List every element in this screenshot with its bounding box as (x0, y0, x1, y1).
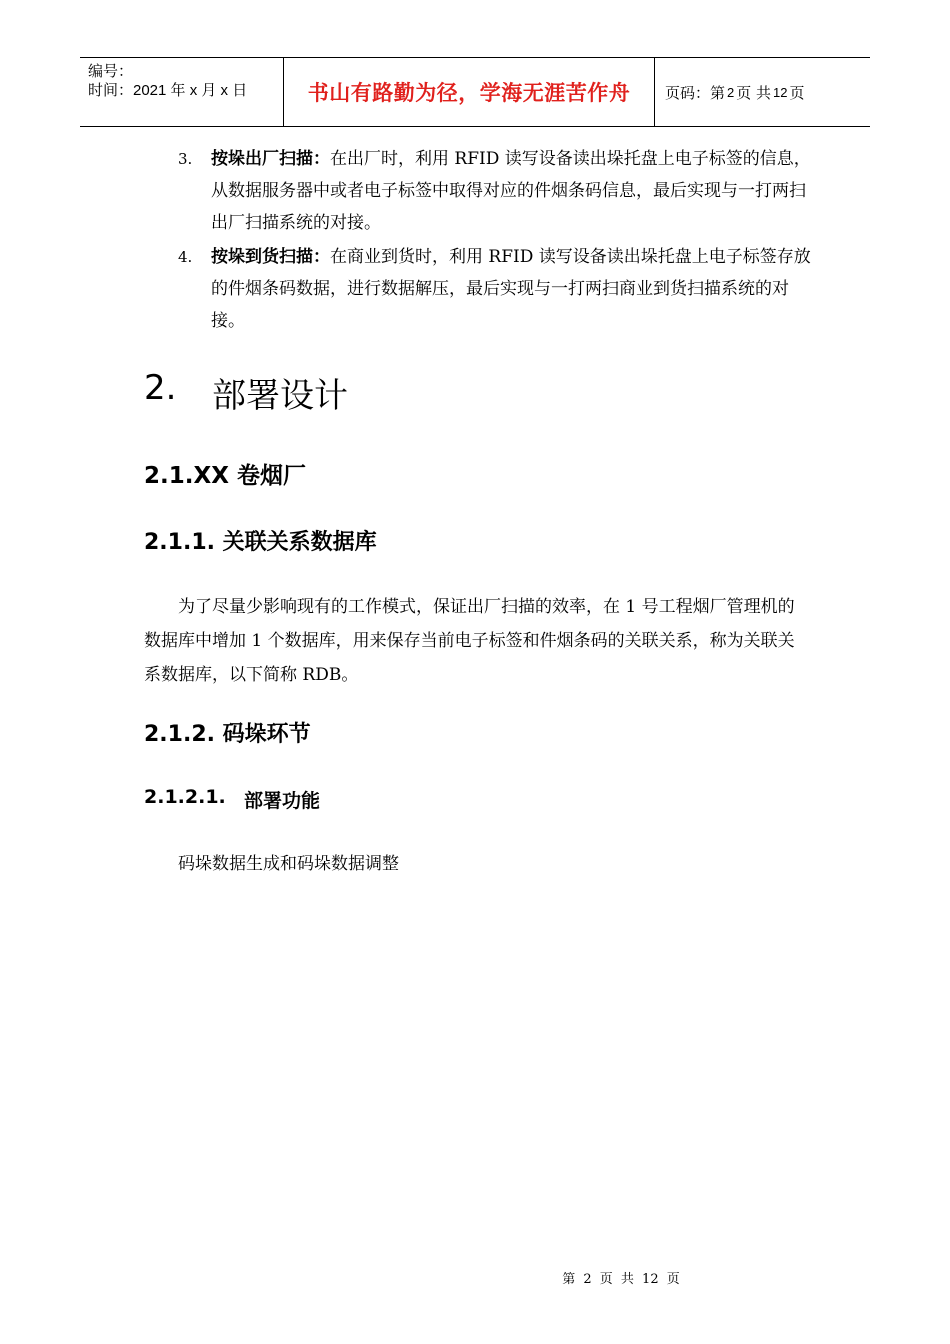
body-paragraph: 为了尽量少影响现有的工作模式，保证出厂扫描的效率，在 1 号工程烟厂管理机的数据库中增加 1 个数据库，用来保存当前电子标签和件烟条码的关联关系，称为关联关系数据库，以下简称 RDB。 (144, 597, 795, 685)
subsubsection-heading-rdb: 2.1.1. 关联关系数据库 (144, 530, 377, 555)
list-term: 按垛到货扫描： (211, 247, 330, 267)
header-motto: 书山有路勤为径，学海无涯苦作舟 (283, 58, 655, 126)
page-footer: 第 2 页 共 12 页 (562, 1272, 680, 1287)
level4-number: 2.1.2.1. (144, 786, 226, 808)
list-item (178, 241, 818, 337)
page-suffix: 页 (789, 83, 805, 102)
section-number: 2. (144, 368, 177, 408)
page-prefix: 页码：第 (665, 83, 726, 102)
page-total: 12 (773, 84, 788, 100)
numbered-list (178, 143, 818, 337)
header-page-info (655, 58, 870, 126)
body-paragraph-functions: 码垛数据生成和码垛数据调整 (178, 854, 399, 874)
level4-heading (144, 786, 320, 813)
number-label: 编号： (88, 63, 134, 80)
section-title: 部署设计 (212, 376, 348, 416)
page-current: 2 (727, 84, 735, 100)
time-label: 时间：2021 年 x 月 x 日 (88, 82, 248, 99)
list-item (178, 143, 818, 239)
page-header (80, 57, 870, 127)
subsection-heading: 2.1.XX 卷烟厂 (144, 463, 306, 489)
list-index: 3. (178, 150, 193, 168)
level4-title: 部署功能 (244, 790, 321, 812)
section-heading (144, 368, 348, 417)
list-index: 4. (178, 248, 193, 266)
list-text: 在出厂时，利用 RFID 读写设备读出垛托盘上电子标签的信息，从数据服务器中或者电子标签中取得对应的件烟条码信息，最后实现与一打两扫出厂扫描系统的对接。 (211, 149, 811, 233)
header-meta (80, 58, 283, 126)
list-term: 按垛出厂扫描： (211, 149, 330, 169)
page-mid: 页 共 (736, 83, 772, 102)
subsubsection-heading-stacking: 2.1.2. 码垛环节 (144, 722, 311, 747)
list-text: 在商业到货时，利用 RFID 读写设备读出垛托盘上电子标签存放的件烟条码数据，进行数据解压，最后实现与一打两扫商业到货扫描系统的对接。 (211, 247, 811, 331)
